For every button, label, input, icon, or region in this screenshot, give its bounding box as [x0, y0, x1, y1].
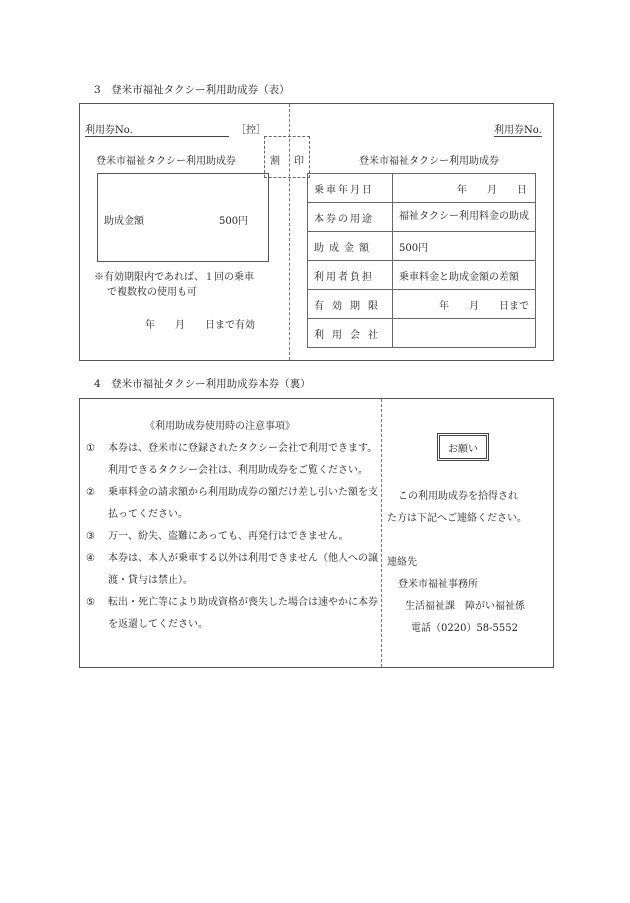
- note-text: 万一、紛失、盗難にあっても、再発行はできません。: [108, 531, 349, 542]
- row-label: 有効期限: [308, 290, 393, 319]
- notes-list: [86, 438, 382, 636]
- list-item: [86, 548, 382, 592]
- note-number: ①: [86, 443, 95, 454]
- list-item: [86, 482, 382, 526]
- row-value: 年 月 日まで: [393, 290, 536, 319]
- note-text: 転出・死亡等により助成資格が喪失した場合は速やかに本券を返還してください。: [108, 597, 378, 630]
- division-name: 生活福祉課 障がい福祉係: [405, 601, 525, 612]
- row-value: 年 月 日: [393, 174, 536, 203]
- request-badge: [437, 433, 489, 461]
- request-text-2: た方は下記へご連絡ください。: [387, 513, 527, 524]
- row-value: [393, 319, 536, 348]
- table-row: [308, 290, 536, 319]
- phone-number: 電話（0220）58-5552: [411, 623, 519, 634]
- list-item: [86, 526, 382, 548]
- left-validity: 年 月 日まで有効: [145, 320, 255, 331]
- note-number: ④: [86, 553, 95, 564]
- office-name: 登米市福祉事務所: [398, 579, 478, 590]
- list-item: [86, 592, 382, 636]
- right-ticket-number: 利用券No.: [494, 121, 542, 137]
- list-item: [86, 438, 382, 482]
- seal-char-1: 割: [270, 156, 280, 167]
- contact-label: 連絡先: [387, 557, 417, 568]
- right-ticket-title: 登米市福祉タクシー利用助成券: [359, 156, 499, 167]
- note-line-1: ※有効期限内であれば、１回の乗車: [94, 272, 254, 283]
- stub-label: ［控］: [236, 125, 266, 136]
- amount-value: 500円: [219, 216, 249, 227]
- table-row: [308, 261, 536, 290]
- seal-char-2: 印: [294, 156, 304, 167]
- notes-title: 《利用助成券使用時の注意事項》: [145, 421, 295, 432]
- left-ticket-number: 利用券No.: [85, 121, 229, 137]
- row-value: 乗車料金と助成金額の差額: [393, 261, 536, 290]
- note-number: ②: [86, 487, 95, 498]
- row-label: 利用者負担: [308, 261, 393, 290]
- amount-label: 助成金額: [104, 216, 144, 227]
- ticket-info-table: [307, 173, 536, 348]
- note-text: 乗車料金の請求額から利用助成券の額だけ差し引いた額を支払ってください。: [108, 487, 378, 520]
- note-number: ⑤: [86, 597, 95, 608]
- row-value: 500円: [393, 232, 536, 261]
- row-label: 乗車年月日: [308, 174, 393, 203]
- row-label: 利用会社: [308, 319, 393, 348]
- table-row: [308, 319, 536, 348]
- row-label: 助成金額: [308, 232, 393, 261]
- note-text: 本券は、本人が乗車する以外は利用できません（他人への譲渡・貸与は禁止）。: [108, 553, 378, 586]
- note-line-2: で複数枚の使用も可: [107, 287, 197, 298]
- table-row: [308, 174, 536, 203]
- request-label: お願い: [448, 443, 478, 455]
- note-text: 本券は、登米市に登録されたタクシー会社で利用できます。利用できるタクシー会社は、利用助成券をご覧ください。: [108, 443, 378, 476]
- note-number: ③: [86, 531, 95, 542]
- left-ticket-title: 登米市福祉タクシー利用助成券: [96, 156, 236, 167]
- table-row: [308, 203, 536, 232]
- request-text-1: この利用助成券を拾得され: [398, 491, 518, 502]
- row-label: 本券の用途: [308, 203, 393, 232]
- section3-heading: 3 登米市福祉タクシー利用助成券（表）: [94, 84, 290, 96]
- row-value: 福祉タクシー利用料金の助成: [393, 203, 536, 232]
- section4-heading: 4 登米市福祉タクシー利用助成券本券（裏）: [94, 378, 311, 390]
- table-row: [308, 232, 536, 261]
